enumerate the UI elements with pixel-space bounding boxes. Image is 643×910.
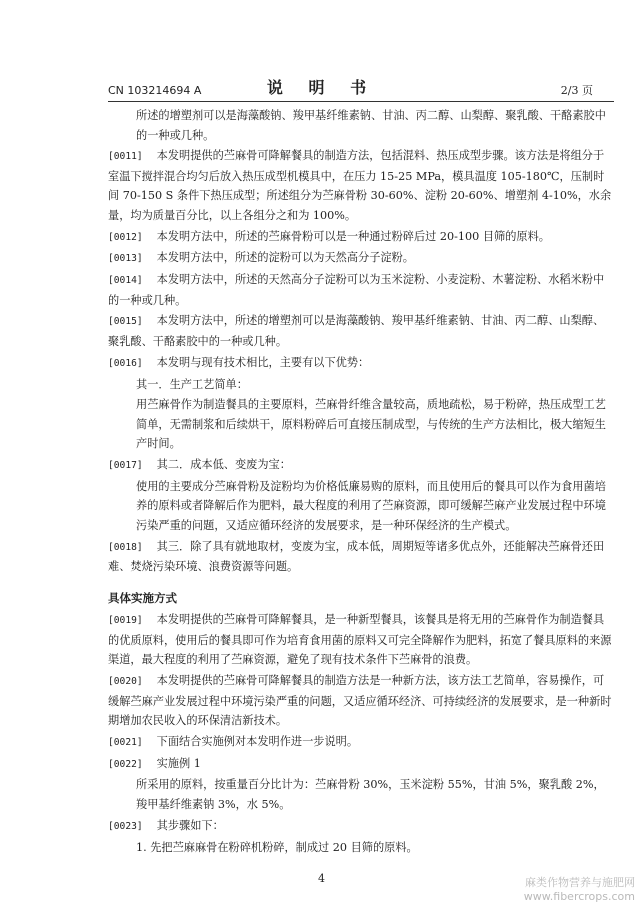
paragraph-text: 下面结合实施例对本发明作进一步说明。	[156, 734, 359, 748]
paragraph-text: 本发明提供的苎麻骨可降解餐具，是一种新型餐具，该餐具是将无用的苎麻骨作为制造餐具的优质原料，使用后的餐具即可作为培育食用菌的原料又可完全降解作为肥料，拓宽了餐具原料的来源渠道，最大程度的利用了苎麻资源，避免了现有技术条件下苎麻骨的浪费。	[108, 613, 612, 667]
paragraph	[108, 455, 614, 476]
paragraph-number: [0021]	[108, 736, 143, 748]
paragraph	[108, 248, 614, 269]
document-body	[108, 106, 614, 858]
watermark-url: www.fibercrops.com	[523, 890, 635, 903]
paragraph-text: 本发明方法中，所述的淀粉可以为天然高分子淀粉。	[156, 251, 414, 265]
page-title: 说 明 书	[266, 78, 377, 97]
paragraph-text: 所述的增塑剂可以是海藻酸钠、羧甲基纤维素钠、甘油、丙二醇、山梨醇、聚乳酸、干酪素胶中的一种或几种。	[136, 109, 606, 142]
paragraph-number: [0011]	[108, 151, 143, 163]
paragraph	[108, 537, 614, 577]
paragraph	[108, 353, 614, 374]
paragraph-text: 本发明方法中，所述的苎麻骨粉可以是一种通过粉碎后过 20-100 目筛的原料。	[156, 229, 550, 243]
paragraph-text: 本发明提供的苎麻骨可降解餐具的制造方法是一种新方法，该方法工艺简单，容易操作，可缓解苎麻产业发展过程中环境污染严重的问题，又适应循环经济、可持续经济的发展要求，是一种新时期增加农民收入的环保清洁新技术。	[108, 674, 612, 728]
header-rule	[108, 101, 614, 102]
paragraph	[108, 146, 614, 225]
document-number: CN 103214694 A	[108, 84, 202, 97]
paragraph	[108, 732, 614, 753]
paragraph-number: [0017]	[108, 460, 143, 472]
paragraph-number: [0016]	[108, 357, 143, 369]
paragraph-text: 本发明提供的苎麻骨可降解餐具的制造方法，包括混料、热压成型步骤。该方法是将组分于室温下搅拌混合均匀后放入热压成型机模具中，在压力 15-25 MPa，模具温度 105-180℃，压制时间 70-150 S 条件下热压成型；所述组分为苎麻骨粉 30-60%、淀粉 20-60%、增塑剂 4-10%，水余量，均为质量百分比，以上各组分之和为 100%。	[108, 149, 612, 222]
paragraph-number: [0020]	[108, 676, 143, 688]
watermark	[524, 876, 635, 904]
paragraph-text: 本发明与现有技术相比，主要有以下优势：	[156, 355, 370, 369]
page-indicator: 2/3 页	[560, 84, 593, 97]
paragraph	[108, 838, 614, 858]
paragraph	[108, 775, 614, 814]
paragraph-text: 所采用的原料，按重量百分比计为：苎麻骨粉 30%，玉米淀粉 55%，甘油 5%，聚乳酸 2%，羧甲基纤维素钠 3%，水 5%。	[136, 778, 605, 811]
paragraph-text: 其一．生产工艺简单：	[136, 377, 248, 391]
paragraph	[108, 395, 614, 454]
paragraph-number: [0018]	[108, 541, 143, 553]
page-number: 4	[318, 872, 325, 885]
paragraph-text: 其三．除了具有就地取材，变废为宝，成本低，周期短等诸多优点外，还能解决苎麻骨还田难、焚烧污染环境、浪费资源等问题。	[108, 539, 605, 574]
paragraph	[108, 227, 614, 248]
paragraph	[108, 106, 614, 145]
paragraph-number: [0023]	[108, 820, 143, 832]
paragraph-number: [0015]	[108, 316, 143, 328]
paragraph-text: 使用的主要成分苎麻骨粉及淀粉均为价格低廉易购的原料，而且使用后的餐具可以作为食用菌培养的原料或者降解后作为肥料，最大程度的利用了苎麻资源，即可缓解苎麻产业发展过程中环境污染严重的问题，又适应循环经济的发展要求，是一种环保经济的生产模式。	[136, 479, 606, 532]
paragraph-number: [0012]	[108, 231, 143, 243]
paragraph-text: 1. 先把苎麻麻骨在粉碎机粉碎，制成过 20 目筛的原料。	[136, 840, 418, 854]
paragraph-text: 其二．成本低、变废为宝：	[156, 458, 291, 472]
paragraph-number: [0019]	[108, 615, 143, 627]
paragraph-number: [0013]	[108, 253, 143, 265]
paragraph	[108, 311, 614, 351]
paragraph-text: 用苎麻骨作为制造餐具的主要原料，苎麻骨纤维含量较高，质地疏松，易于粉碎，热压成型工艺简单，无需制浆和后续烘干，原料粉碎后可直接压制成型，与传统的生产方法相比，极大缩短生产时间。	[136, 398, 606, 451]
watermark-title: 麻类作物营养与施肥网	[525, 876, 635, 889]
paragraph-text: 本发明方法中，所述的增塑剂可以是海藻酸钠、羧甲基纤维素钠、甘油、丙二醇、山梨醇、聚乳酸、干酪素胶中的一种或几种。	[108, 314, 605, 348]
paragraph	[108, 477, 614, 536]
paragraph	[108, 375, 614, 395]
paragraph	[108, 816, 614, 837]
paragraph-number: [0022]	[108, 758, 143, 770]
paragraph-text: 其步骤如下：	[156, 818, 224, 832]
section-heading: 具体实施方式	[108, 590, 177, 605]
paragraph-text: 本发明方法中，所述的天然高分子淀粉可以为玉米淀粉、小麦淀粉、木薯淀粉、水稻米粉中的一种或几种。	[108, 273, 605, 307]
paragraph	[108, 754, 614, 775]
paragraph-number: [0014]	[108, 275, 143, 287]
paragraph-text: 实施例 1	[156, 756, 201, 770]
paragraph	[108, 270, 614, 310]
paragraph	[108, 610, 614, 670]
paragraph	[108, 671, 614, 731]
